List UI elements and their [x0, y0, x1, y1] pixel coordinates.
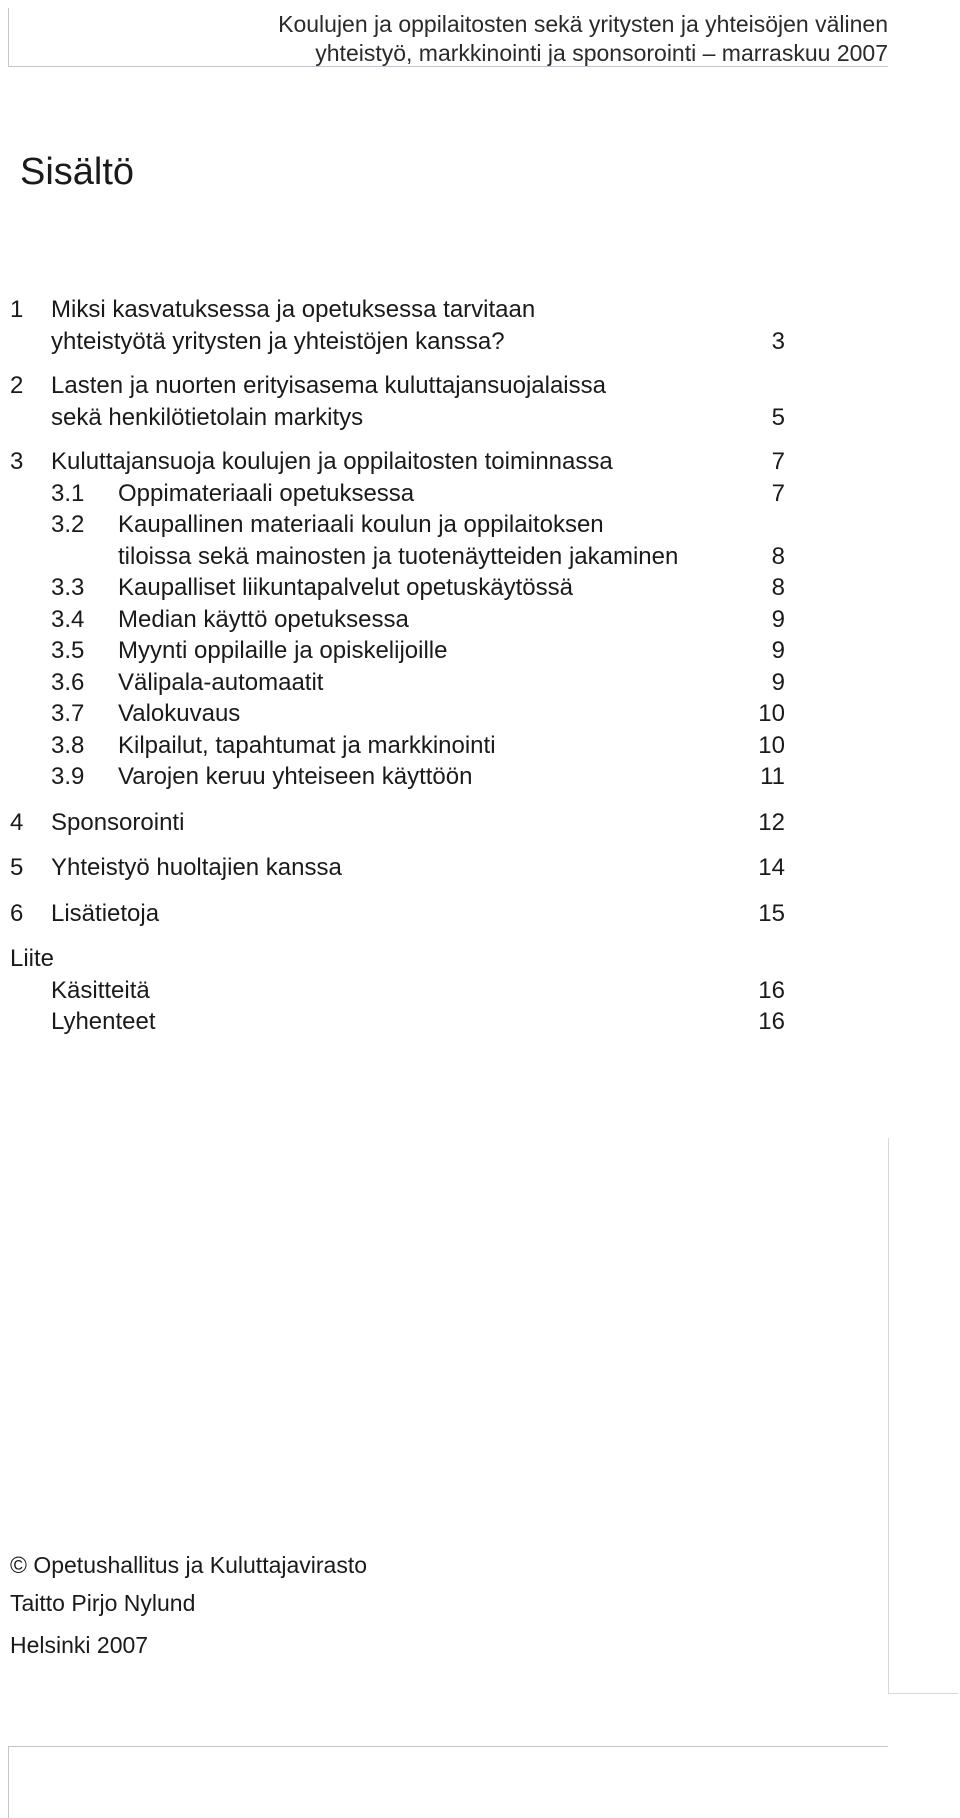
- toc-entry: [10, 509, 785, 572]
- toc-entry-title-line: Yhteistyö huoltajien kanssa: [51, 854, 342, 881]
- toc-entry: [10, 807, 785, 839]
- toc-entry-number: 3.4: [51, 605, 85, 633]
- frame-line-right: [888, 1138, 889, 1693]
- toc-entry-title: [118, 635, 725, 667]
- toc-entry-title: [118, 509, 725, 572]
- toc-page-number: 7: [771, 479, 785, 507]
- toc-entry-title: [118, 730, 725, 762]
- toc-entry-number: 3.5: [51, 637, 85, 664]
- toc-entry-title: [51, 1006, 785, 1038]
- toc-entry-number: 6: [10, 899, 24, 927]
- colophon-place-year: Helsinki 2007: [10, 1632, 149, 1658]
- toc-entry-number: 1: [10, 296, 24, 323]
- toc-page-number: 9: [771, 605, 785, 633]
- toc-entry-title: [51, 807, 725, 839]
- toc-entry-title: [118, 761, 725, 793]
- toc-entry-title-line: Valokuvaus: [118, 700, 241, 727]
- toc-entry: [10, 478, 785, 510]
- toc-entry-number: 4: [10, 808, 24, 836]
- frame-line-right-foot: [888, 1693, 958, 1694]
- toc-entry-title-line: Varojen keruu yhteiseen käyttöön: [118, 763, 473, 790]
- colophon: [10, 1552, 367, 1659]
- toc-entry-title: [118, 698, 725, 730]
- page-title: Sisältö: [20, 151, 135, 193]
- toc-entry-number: 3.9: [51, 763, 85, 790]
- toc-entry: [10, 975, 785, 1007]
- toc-entry-title: [51, 852, 725, 884]
- toc-entry: [10, 698, 785, 730]
- toc-entry-number: 3.6: [51, 668, 85, 696]
- toc-entry-title: [51, 446, 725, 478]
- toc-entry-number: 3.2: [51, 511, 85, 538]
- toc-entry-title-line: yhteistyötä yritysten ja yhteistöjen kanssa?: [51, 327, 505, 355]
- table-of-contents: [10, 294, 785, 1038]
- toc-entry-title-line: Kilpailut, tapahtumat ja markkinointi: [118, 731, 496, 759]
- toc-entry-number: 2: [10, 372, 24, 399]
- toc-entry-title: [118, 478, 725, 510]
- toc-entry-number: 3.3: [51, 574, 85, 601]
- toc-entry: [10, 852, 785, 884]
- toc-page-number: 16: [758, 1008, 785, 1035]
- toc-entry-title-line: Lasten ja nuorten erityisasema kuluttajansuojalaissa: [51, 372, 606, 399]
- toc-entry: [10, 294, 785, 357]
- toc-entry: [10, 446, 785, 478]
- toc-entry: [10, 370, 785, 433]
- toc-entry: [10, 667, 785, 699]
- toc-entry-title-line: tiloissa sekä mainosten ja tuotenäytteiden jakaminen: [118, 542, 679, 570]
- toc-entry-title-line: Sponsorointi: [51, 808, 185, 836]
- toc-page-number: 9: [771, 637, 785, 664]
- toc-entry-title-line: Lyhenteet: [51, 1008, 156, 1035]
- toc-entry-title: [51, 294, 725, 357]
- toc-entry: [10, 572, 785, 604]
- toc-page-number: 16: [758, 976, 785, 1004]
- toc-page-number: 9: [771, 668, 785, 696]
- toc-entry-title: [118, 572, 725, 604]
- toc-entry-title: [51, 975, 785, 1007]
- toc-entry-title-line: Kuluttajansuoja koulujen ja oppilaitosten toiminnassa: [51, 448, 613, 475]
- toc-page-number: 8: [771, 542, 785, 570]
- toc-entry: [10, 898, 785, 930]
- footer-rule: [8, 1746, 888, 1747]
- toc-entry-title-line: Oppimateriaali opetuksessa: [118, 479, 415, 507]
- frame-line-bottom-left: [8, 1746, 9, 1818]
- toc-appendix-label: Liite: [10, 945, 55, 972]
- colophon-layout: Taitto Pirjo Nylund: [10, 1590, 196, 1616]
- toc-entry-title-line: Median käyttö opetuksessa: [118, 605, 409, 633]
- colophon-copyright: © Opetushallitus ja Kuluttajavirasto: [10, 1552, 368, 1578]
- toc-entry-title-line: Miksi kasvatuksessa ja opetuksessa tarvitaan: [51, 296, 536, 323]
- toc-entry-title-line: Myynti oppilaille ja opiskelijoille: [118, 637, 448, 664]
- toc-entry-title: [118, 667, 725, 699]
- toc-entry: [10, 761, 785, 793]
- toc-entry: [10, 604, 785, 636]
- toc-section-label: [10, 943, 785, 975]
- toc-page-number: 8: [771, 574, 785, 601]
- toc-entry-title-line: Lisätietoja: [51, 899, 160, 927]
- toc-entry: [10, 730, 785, 762]
- toc-page-number: 10: [758, 731, 785, 759]
- toc-page-number: 15: [758, 899, 785, 927]
- toc-page-number: 14: [758, 854, 785, 881]
- toc-entry-number: 3: [10, 448, 24, 475]
- toc-entry-title: [51, 370, 725, 433]
- toc-entry: [10, 635, 785, 667]
- running-header-line-2: yhteistyö, markkinointi ja sponsorointi – marraskuu 2007: [315, 40, 888, 66]
- running-header: [188, 10, 888, 68]
- toc-page-number: 10: [758, 700, 785, 727]
- toc-page-number: 12: [758, 808, 785, 836]
- toc-page-number: 3: [771, 327, 785, 355]
- toc-page-number: 7: [771, 448, 785, 475]
- toc-entry: [10, 1006, 785, 1038]
- toc-entry-title: [118, 604, 725, 636]
- toc-entry-number: 3.7: [51, 700, 85, 727]
- toc-entry-number: 3.8: [51, 731, 85, 759]
- toc-entry-title-line: Kaupalliset liikuntapalvelut opetuskäytössä: [118, 574, 573, 601]
- toc-entry-title-line: sekä henkilötietolain markitys: [51, 403, 364, 431]
- running-header-line-1: Koulujen ja oppilaitosten sekä yritysten ja yhteisöjen välinen: [278, 11, 888, 37]
- toc-entry-title-line: Välipala-automaatit: [118, 668, 324, 696]
- toc-page-number: 11: [760, 763, 785, 790]
- toc-entry-title: [51, 898, 725, 930]
- toc-entry-number: 5: [10, 854, 24, 881]
- toc-page-number: 5: [771, 403, 785, 431]
- toc-entry-number: 3.1: [51, 479, 85, 507]
- toc-entry-title-line: Käsitteitä: [51, 976, 150, 1004]
- toc-entry-title-line: Kaupallinen materiaali koulun ja oppilaitoksen: [118, 511, 604, 538]
- frame-line-top-left: [8, 8, 9, 66]
